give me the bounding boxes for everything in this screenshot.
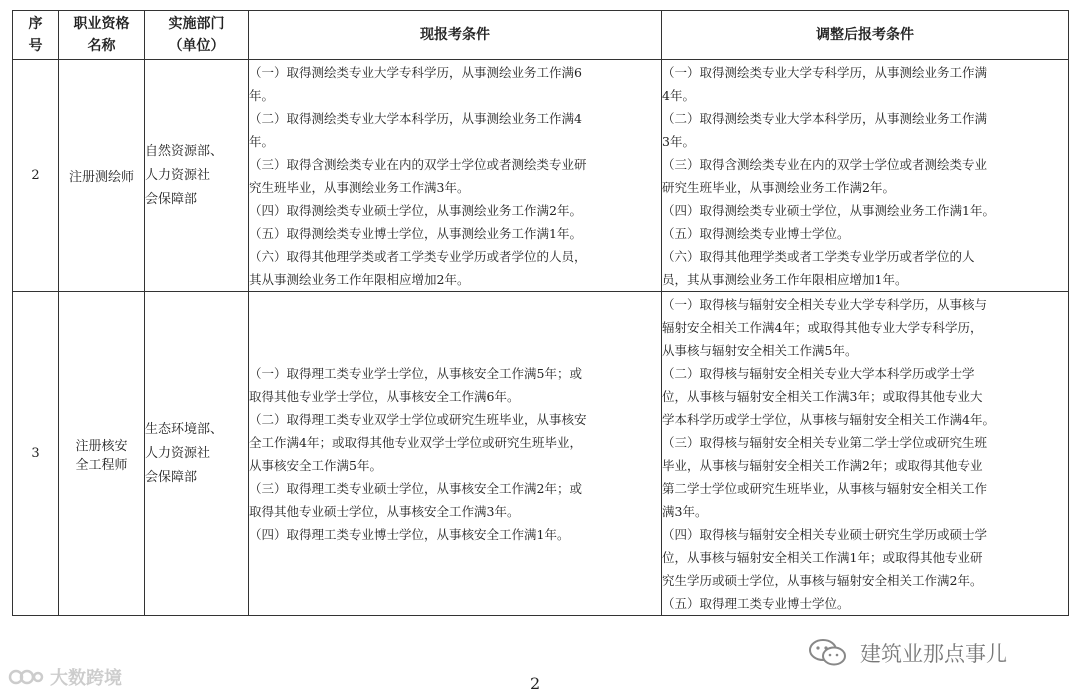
qualification-name: 注册核安 全工程师 <box>59 292 145 616</box>
page-number: 2 <box>530 674 541 693</box>
logo-icon <box>8 665 44 689</box>
header-adjusted: 调整后报考条件 <box>662 11 1069 60</box>
watermark-right-text: 建筑业那点事儿 <box>860 642 1007 666</box>
header-current: 现报考条件 <box>249 11 662 60</box>
watermark-right <box>808 638 1007 668</box>
watermark-left <box>8 664 122 690</box>
department: 生态环境部、 人力资源社 会保障部 <box>145 292 249 616</box>
row-number: 3 <box>13 292 59 616</box>
row-number: 2 <box>13 60 59 292</box>
adjusted-conditions: （一）取得核与辐射安全相关专业大学专科学历，从事核与 辐射安全相关工作满4年；或取得其他专业大学专科学历， 从事核与辐射安全相关工作满5年。 （二）取得核与辐射安全相关专业大学本科学历或学士学 位，从事核与辐射安全相关工作满3年；或取得其他专业大 学本科学历或学士学位，从事核与辐射安全相关工作满4年。 （三）取得核与辐射安全相关专业第二学士学位或研究生班 毕业，从事核与辐射安全相关工作满2年；或取得其他专业 第二学士学位或研究生班毕业，从事核与辐射安全相关工作 满3年。 （四）取得核与辐射安全相关专业硕士研究生学历或硕士学 位，从事核与辐射安全相关工作满1年；或取得其他专业研 究生学历或硕士学位，从事核与辐射安全相关工作满2年。 （五）取得理工类专业博士学位。 <box>662 292 1069 616</box>
watermark-left-text: 大数跨境 <box>50 668 122 689</box>
header-no: 序 号 <box>13 11 59 60</box>
qualification-name: 注册测绘师 <box>59 60 145 292</box>
header-dept: 实施部门 （单位） <box>145 11 249 60</box>
current-conditions: （一）取得测绘类专业大学专科学历，从事测绘业务工作满6 年。 （二）取得测绘类专业大学本科学历，从事测绘业务工作满4 年。 （三）取得含测绘类专业在内的双学士学位或者测绘类专业研 究生班毕业，从事测绘业务工作满3年。 （四）取得测绘类专业硕士学位，从事测绘业务工作满2年。 （五）取得测绘类专业博士学位，从事测绘业务工作满1年。 （六）取得其他理学类或者工学类专业学历或者学位的人员， 其从事测绘业务工作年限相应增加2年。 <box>249 60 662 292</box>
header-name: 职业资格 名称 <box>59 11 145 60</box>
department: 自然资源部、 人力资源社 会保障部 <box>145 60 249 292</box>
adjusted-conditions: （一）取得测绘类专业大学专科学历，从事测绘业务工作满 4年。 （二）取得测绘类专业大学本科学历，从事测绘业务工作满 3年。 （三）取得含测绘类专业在内的双学士学位或者测绘类专业 研究生班毕业，从事测绘业务工作满2年。 （四）取得测绘类专业硕士学位，从事测绘业务工作满1年。 （五）取得测绘类专业博士学位。 （六）取得其他理学类或者工学类专业学历或者学位的人 员，其从事测绘业务工作年限相应增加1年。 <box>662 60 1069 292</box>
table-row <box>13 292 1069 616</box>
wechat-icon <box>808 638 848 668</box>
header-row <box>13 11 1069 60</box>
qualification-table <box>12 10 1069 616</box>
table-row <box>13 60 1069 292</box>
current-conditions: （一）取得理工类专业学士学位，从事核安全工作满5年；或 取得其他专业学士学位，从事核安全工作满6年。 （二）取得理工类专业双学士学位或研究生班毕业，从事核安 全工作满4年；或取得其他专业双学士学位或研究生班毕业， 从事核安全工作满5年。 （三）取得理工类专业硕士学位，从事核安全工作满2年；或 取得其他专业硕士学位，从事核安全工作满3年。 （四）取得理工类专业博士学位，从事核安全工作满1年。 <box>249 292 662 616</box>
